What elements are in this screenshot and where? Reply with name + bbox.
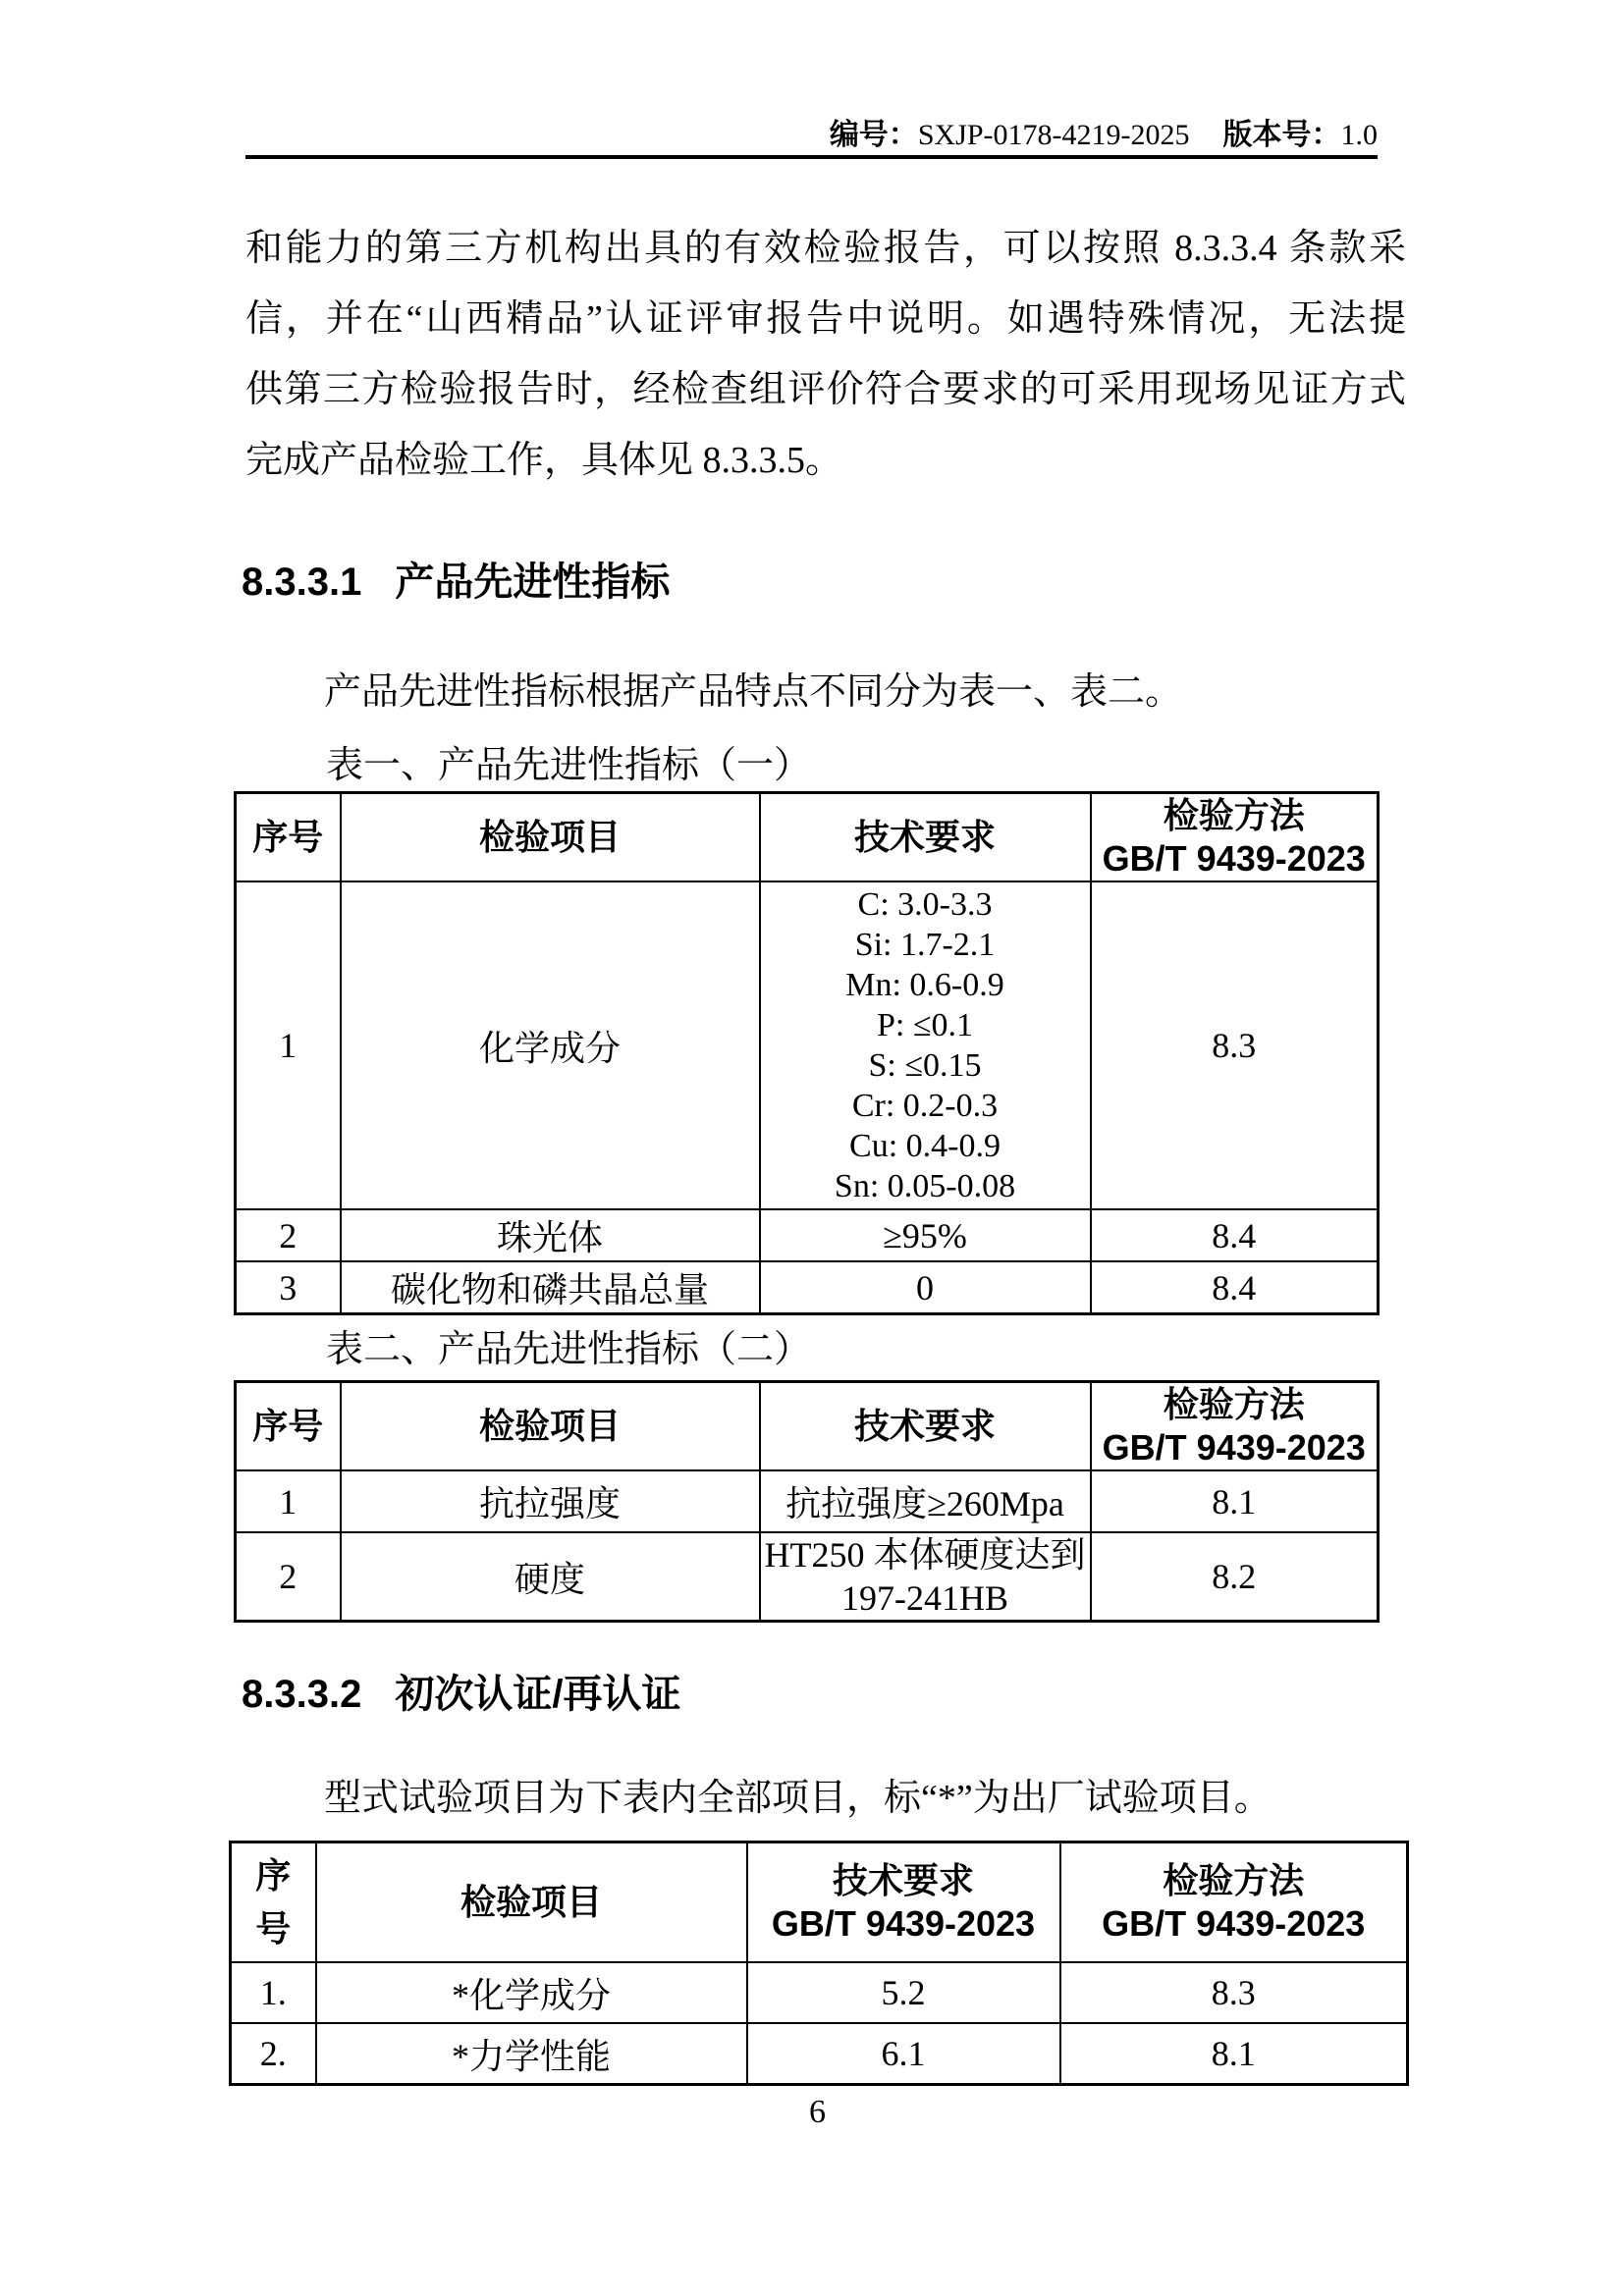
cell-method: 8.4 (1091, 1209, 1379, 1261)
table2-row (236, 1532, 1379, 1622)
chem-line: Cu: 0.4-0.9 (849, 1128, 1001, 1164)
table1-header-seq: 序号 (236, 793, 341, 882)
version-label: 版本号： (1222, 119, 1341, 151)
cell-seq: 1 (236, 881, 341, 1209)
table3-row (231, 1962, 1408, 2023)
method-header-line1: 检验方法 (1163, 795, 1305, 835)
header-rule (245, 155, 1378, 159)
chem-line: Sn: 0.05-0.08 (834, 1168, 1016, 1204)
cell-requirement: 6.1 (747, 2023, 1060, 2085)
cell-seq: 3 (236, 1261, 341, 1314)
doc-header (245, 116, 1378, 155)
section-title: 初次认证/再认证 (395, 1673, 681, 1716)
doc-number-label: 编号： (829, 119, 918, 151)
table2-caption: 表二、产品先进性指标（二） (326, 1329, 812, 1370)
cell-requirement: 0 (760, 1261, 1091, 1314)
table1-header-row (236, 793, 1379, 882)
cell-requirement: 5.2 (747, 1962, 1060, 2023)
section-heading-8332 (242, 1672, 680, 1717)
chem-line: S: ≤0.15 (868, 1047, 982, 1084)
method-header-line1: 检验方法 (1163, 1860, 1305, 1900)
chem-line: Si: 1.7-2.1 (854, 927, 996, 963)
seq-header-line2: 号 (255, 1908, 292, 1949)
body-paragraph (245, 213, 1406, 496)
table-advancement-indicators-1 (234, 791, 1380, 1315)
table2-header-method (1091, 1382, 1379, 1471)
table1-row (236, 881, 1379, 1209)
table1-row (236, 1209, 1379, 1261)
table3-row (231, 2023, 1408, 2085)
section-heading-8331 (242, 560, 670, 605)
cell-item: 化学成分 (341, 881, 760, 1209)
page-number: 6 (809, 2094, 826, 2130)
requirement-header-line1: 技术要求 (832, 1860, 974, 1900)
requirement-header-line2: GB/T 9439-2023 (771, 1903, 1036, 1944)
section-number: 8.3.3.1 (242, 561, 362, 604)
requirement-line1: HT250 本体硬度达到 (764, 1535, 1086, 1575)
cell-method: 8.1 (1091, 1470, 1379, 1532)
table3-header-method (1060, 1842, 1408, 1963)
table2-header-item: 检验项目 (341, 1382, 760, 1471)
cell-item: 抗拉强度 (341, 1470, 760, 1532)
cell-seq: 2 (236, 1209, 341, 1261)
table3-header-item: 检验项目 (316, 1842, 747, 1963)
table2-header-row (236, 1382, 1379, 1471)
table3-header-seq (231, 1842, 316, 1963)
cell-item: 碳化物和磷共晶总量 (341, 1261, 760, 1314)
cell-seq: 2 (236, 1532, 341, 1622)
paragraph-line: 完成产品检验工作，具体见 8.3.3.5。 (245, 440, 843, 481)
table1-header-requirement: 技术要求 (760, 793, 1091, 882)
section2-intro: 型式试验项目为下表内全部项目，标“*”为出厂试验项目。 (324, 1778, 1272, 1819)
cell-item: 硬度 (341, 1532, 760, 1622)
method-header-line2: GB/T 9439-2023 (1102, 1427, 1366, 1468)
table-type-test-items (229, 1841, 1409, 2086)
cell-method: 8.4 (1091, 1261, 1379, 1314)
section-title: 产品先进性指标 (395, 561, 671, 604)
table2-header-requirement: 技术要求 (760, 1382, 1091, 1471)
paragraph-line: 信，并在“山西精品”认证评审报告中说明。如遇特殊情况，无法提 (245, 298, 1406, 340)
cell-requirement: ≥95% (760, 1209, 1091, 1261)
cell-requirement: 抗拉强度≥260Mpa (760, 1470, 1091, 1532)
table2-header-seq: 序号 (236, 1382, 341, 1471)
cell-item: *化学成分 (316, 1962, 747, 2023)
chem-line: P: ≤0.1 (876, 1007, 973, 1043)
cell-seq: 1 (236, 1470, 341, 1532)
cell-requirement (760, 881, 1091, 1209)
table1-caption: 表一、产品先进性指标（一） (326, 745, 812, 786)
cell-method: 8.2 (1091, 1532, 1379, 1622)
table1-row (236, 1261, 1379, 1314)
table2-row (236, 1470, 1379, 1532)
cell-item: *力学性能 (316, 2023, 747, 2085)
cell-method: 8.3 (1091, 881, 1379, 1209)
cell-requirement (760, 1532, 1091, 1622)
cell-item: 珠光体 (341, 1209, 760, 1261)
chem-line: Mn: 0.6-0.9 (845, 967, 1004, 1003)
table1-header-method (1091, 793, 1379, 882)
cell-method: 8.1 (1060, 2023, 1408, 2085)
method-header-line2: GB/T 9439-2023 (1102, 1903, 1366, 1944)
chem-line: Cr: 0.2-0.3 (851, 1088, 999, 1124)
cell-seq: 2. (231, 2023, 316, 2085)
paragraph-line: 供第三方检验报告时，经检查组评价符合要求的可采用现场见证方式 (245, 369, 1406, 410)
section1-intro: 产品先进性指标根据产品特点不同分为表一、表二。 (324, 671, 1183, 713)
requirement-line2: 197-241HB (841, 1578, 1008, 1618)
cell-seq: 1. (231, 1962, 316, 2023)
cell-method: 8.3 (1060, 1962, 1408, 2023)
table1-header-item: 检验项目 (341, 793, 760, 882)
method-header-line2: GB/T 9439-2023 (1102, 838, 1366, 879)
method-header-line1: 检验方法 (1163, 1384, 1305, 1424)
chem-line: C: 3.0-3.3 (857, 886, 993, 923)
table3-header-requirement (747, 1842, 1060, 1963)
doc-number-value: SXJP-0178-4219-2025 (917, 119, 1190, 151)
paragraph-line: 和能力的第三方机构出具的有效检验报告，可以按照 8.3.3.4 条款采 (245, 228, 1406, 269)
table-advancement-indicators-2 (234, 1380, 1380, 1623)
section-number: 8.3.3.2 (242, 1673, 362, 1716)
seq-header-line1: 序 (255, 1855, 292, 1896)
table3-header-row (231, 1842, 1408, 1963)
version-value: 1.0 (1340, 119, 1378, 151)
